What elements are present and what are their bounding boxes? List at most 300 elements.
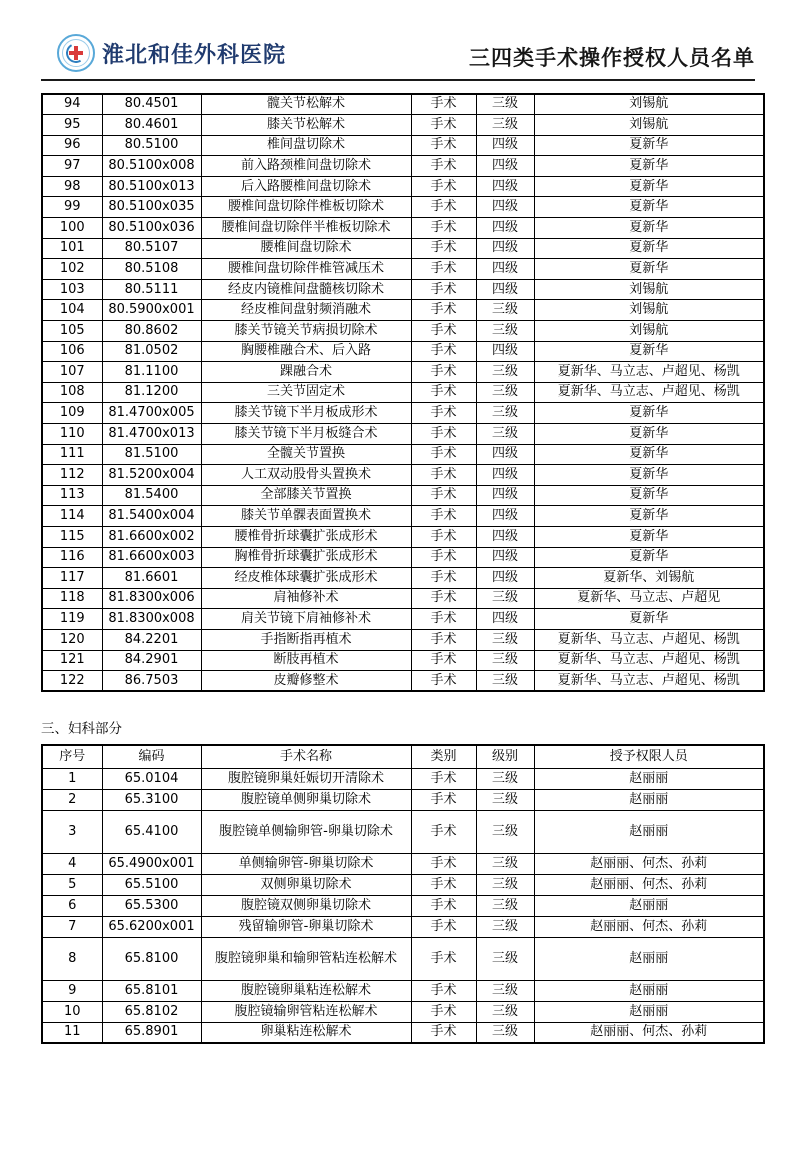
- orthopedics-row: [42, 465, 764, 486]
- procedure-name: 残留输卵管-卵巢切除术: [201, 916, 411, 937]
- row-number: 4: [42, 853, 102, 874]
- authorized-personnel: 刘锡航: [534, 279, 764, 300]
- level: 三级: [476, 1001, 534, 1022]
- column-header-code: 编码: [102, 745, 201, 768]
- procedure-code: 65.3100: [102, 789, 201, 810]
- row-number: 122: [42, 671, 102, 692]
- level: 四级: [476, 259, 534, 280]
- procedure-code: 80.5900x001: [102, 300, 201, 321]
- orthopedics-row: [42, 506, 764, 527]
- category: 手术: [411, 506, 476, 527]
- procedure-code: 81.6601: [102, 568, 201, 589]
- orthopedics-row: [42, 238, 764, 259]
- category: 手术: [411, 547, 476, 568]
- row-number: 11: [42, 1022, 102, 1043]
- column-header-personnel: 授予权限人员: [534, 745, 764, 768]
- category: 手术: [411, 115, 476, 136]
- orthopedics-row: [42, 300, 764, 321]
- orthopedics-table-wrap: [0, 93, 793, 692]
- column-header-procedure: 手术名称: [201, 745, 411, 768]
- procedure-name: 后入路腰椎间盘切除术: [201, 176, 411, 197]
- category: 手术: [411, 671, 476, 692]
- category: 手术: [411, 218, 476, 239]
- authorized-personnel: 赵丽丽: [534, 768, 764, 789]
- row-number: 94: [42, 94, 102, 115]
- procedure-name: 腹腔镜单侧输卵管-卵巢切除术: [201, 810, 411, 853]
- procedure-name: 踝融合术: [201, 362, 411, 383]
- row-number: 110: [42, 424, 102, 445]
- procedure-name: 腰椎间盘切除术: [201, 238, 411, 259]
- authorized-personnel: 夏新华: [534, 197, 764, 218]
- procedure-name: 肩袖修补术: [201, 588, 411, 609]
- category: 手术: [411, 810, 476, 853]
- orthopedics-row: [42, 176, 764, 197]
- procedure-name: 断肢再植术: [201, 650, 411, 671]
- row-number: 98: [42, 176, 102, 197]
- level: 四级: [476, 506, 534, 527]
- orthopedics-row: [42, 671, 764, 692]
- row-number: 101: [42, 238, 102, 259]
- authorized-personnel: 刘锡航: [534, 321, 764, 342]
- procedure-name: 经皮内镜椎间盘髓核切除术: [201, 279, 411, 300]
- authorized-personnel: 夏新华: [534, 341, 764, 362]
- category: 手术: [411, 197, 476, 218]
- category: 手术: [411, 485, 476, 506]
- gynecology-row: [42, 789, 764, 810]
- orthopedics-row: [42, 321, 764, 342]
- row-number: 1: [42, 768, 102, 789]
- orthopedics-row: [42, 197, 764, 218]
- procedure-code: 84.2201: [102, 629, 201, 650]
- authorized-personnel: 夏新华: [534, 609, 764, 630]
- authorized-personnel: 赵丽丽: [534, 937, 764, 980]
- category: 手术: [411, 341, 476, 362]
- procedure-code: 81.4700x013: [102, 424, 201, 445]
- level: 四级: [476, 176, 534, 197]
- procedure-name: 膝关节镜下半月板成形术: [201, 403, 411, 424]
- category: 手术: [411, 424, 476, 445]
- orthopedics-row: [42, 444, 764, 465]
- row-number: 121: [42, 650, 102, 671]
- row-number: 112: [42, 465, 102, 486]
- procedure-name: 胸腰椎融合术、后入路: [201, 341, 411, 362]
- procedure-code: 84.2901: [102, 650, 201, 671]
- level: 四级: [476, 135, 534, 156]
- procedure-name: 胸椎骨折球囊扩张成形术: [201, 547, 411, 568]
- level: 三级: [476, 671, 534, 692]
- row-number: 120: [42, 629, 102, 650]
- procedure-code: 81.5200x004: [102, 465, 201, 486]
- level: 四级: [476, 341, 534, 362]
- procedure-name: 腹腔镜卵巢粘连松解术: [201, 980, 411, 1001]
- procedure-name: 卵巢粘连松解术: [201, 1022, 411, 1043]
- gynecology-row: [42, 1001, 764, 1022]
- orthopedics-row: [42, 403, 764, 424]
- row-number: 109: [42, 403, 102, 424]
- orthopedics-row: [42, 650, 764, 671]
- procedure-code: 80.5100x008: [102, 156, 201, 177]
- row-number: 5: [42, 874, 102, 895]
- category: 手术: [411, 568, 476, 589]
- row-number: 115: [42, 526, 102, 547]
- orthopedics-row: [42, 362, 764, 383]
- procedure-name: 肩关节镜下肩袖修补术: [201, 609, 411, 630]
- level: 四级: [476, 279, 534, 300]
- procedure-code: 65.4900x001: [102, 853, 201, 874]
- gynecology-table-body: [42, 768, 764, 1043]
- row-number: 106: [42, 341, 102, 362]
- procedure-name: 三关节固定术: [201, 382, 411, 403]
- row-number: 97: [42, 156, 102, 177]
- authorized-personnel: 夏新华、马立志、卢超见、杨凯: [534, 650, 764, 671]
- orthopedics-row: [42, 526, 764, 547]
- row-number: 9: [42, 980, 102, 1001]
- row-number: 107: [42, 362, 102, 383]
- category: 手术: [411, 259, 476, 280]
- procedure-code: 81.4700x005: [102, 403, 201, 424]
- procedure-code: 80.8602: [102, 321, 201, 342]
- procedure-code: 65.8102: [102, 1001, 201, 1022]
- level: 四级: [476, 526, 534, 547]
- row-number: 103: [42, 279, 102, 300]
- procedure-name: 双侧卵巢切除术: [201, 874, 411, 895]
- authorized-personnel: 夏新华: [534, 506, 764, 527]
- level: 三级: [476, 629, 534, 650]
- category: 手术: [411, 588, 476, 609]
- procedure-code: 81.8300x008: [102, 609, 201, 630]
- row-number: 118: [42, 588, 102, 609]
- authorized-personnel: 夏新华: [534, 444, 764, 465]
- row-number: 2: [42, 789, 102, 810]
- category: 手术: [411, 238, 476, 259]
- hospital-emblem-icon: [57, 34, 95, 72]
- row-number: 7: [42, 916, 102, 937]
- procedure-code: 81.5400x004: [102, 506, 201, 527]
- orthopedics-row: [42, 135, 764, 156]
- row-number: 117: [42, 568, 102, 589]
- category: 手术: [411, 362, 476, 383]
- level: 四级: [476, 609, 534, 630]
- procedure-name: 膝关节镜关节病损切除术: [201, 321, 411, 342]
- level: 三级: [476, 895, 534, 916]
- authorized-personnel: 赵丽丽: [534, 980, 764, 1001]
- procedure-code: 80.4501: [102, 94, 201, 115]
- level: 三级: [476, 768, 534, 789]
- category: 手术: [411, 980, 476, 1001]
- procedure-code: 81.5100: [102, 444, 201, 465]
- level: 三级: [476, 362, 534, 383]
- category: 手术: [411, 650, 476, 671]
- procedure-code: 65.5300: [102, 895, 201, 916]
- level: 四级: [476, 444, 534, 465]
- procedure-name: 经皮椎间盘射频消融术: [201, 300, 411, 321]
- row-number: 10: [42, 1001, 102, 1022]
- orthopedics-table: [41, 93, 765, 692]
- level: 三级: [476, 874, 534, 895]
- category: 手术: [411, 526, 476, 547]
- authorized-personnel: 夏新华: [534, 485, 764, 506]
- level: 四级: [476, 547, 534, 568]
- category: 手术: [411, 629, 476, 650]
- category: 手术: [411, 444, 476, 465]
- procedure-name: 腰椎间盘切除伴半椎板切除术: [201, 218, 411, 239]
- gynecology-row: [42, 874, 764, 895]
- authorized-personnel: 刘锡航: [534, 115, 764, 136]
- authorized-personnel: 夏新华: [534, 403, 764, 424]
- document-page: [0, 34, 793, 1044]
- category: 手术: [411, 382, 476, 403]
- authorized-personnel: 夏新华、马立志、卢超见、杨凯: [534, 362, 764, 383]
- procedure-name: 腰椎骨折球囊扩张成形术: [201, 526, 411, 547]
- level: 四级: [476, 197, 534, 218]
- gynecology-row: [42, 768, 764, 789]
- gynecology-row: [42, 916, 764, 937]
- orthopedics-row: [42, 609, 764, 630]
- authorized-personnel: 夏新华: [534, 259, 764, 280]
- procedure-name: 膝关节单髁表面置换术: [201, 506, 411, 527]
- level: 三级: [476, 321, 534, 342]
- level: 三级: [476, 115, 534, 136]
- level: 四级: [476, 218, 534, 239]
- procedure-name: 膝关节松解术: [201, 115, 411, 136]
- procedure-name: 人工双动股骨头置换术: [201, 465, 411, 486]
- category: 手术: [411, 94, 476, 115]
- row-number: 108: [42, 382, 102, 403]
- authorized-personnel: 夏新华、马立志、卢超见、杨凯: [534, 382, 764, 403]
- row-number: 99: [42, 197, 102, 218]
- authorized-personnel: 夏新华、马立志、卢超见、杨凯: [534, 629, 764, 650]
- procedure-code: 65.8901: [102, 1022, 201, 1043]
- procedure-name: 全髋关节置换: [201, 444, 411, 465]
- page-header: [41, 34, 755, 81]
- red-cross-icon: [69, 51, 83, 55]
- orthopedics-row: [42, 156, 764, 177]
- orthopedics-row: [42, 629, 764, 650]
- level: 三级: [476, 403, 534, 424]
- category: 手术: [411, 1001, 476, 1022]
- procedure-name: 腹腔镜单侧卵巢切除术: [201, 789, 411, 810]
- level: 三级: [476, 300, 534, 321]
- gynecology-row: [42, 1022, 764, 1043]
- row-number: 113: [42, 485, 102, 506]
- level: 三级: [476, 937, 534, 980]
- orthopedics-row: [42, 279, 764, 300]
- authorized-personnel: 赵丽丽: [534, 810, 764, 853]
- procedure-code: 80.5111: [102, 279, 201, 300]
- level: 三级: [476, 853, 534, 874]
- category: 手术: [411, 916, 476, 937]
- row-number: 6: [42, 895, 102, 916]
- orthopedics-table-body: [42, 94, 764, 691]
- procedure-name: 膝关节镜下半月板缝合术: [201, 424, 411, 445]
- procedure-code: 80.5108: [102, 259, 201, 280]
- gynecology-row: [42, 810, 764, 853]
- category: 手术: [411, 300, 476, 321]
- category: 手术: [411, 156, 476, 177]
- column-header-index: 序号: [42, 745, 102, 768]
- orthopedics-row: [42, 568, 764, 589]
- procedure-code: 65.8101: [102, 980, 201, 1001]
- category: 手术: [411, 937, 476, 980]
- row-number: 105: [42, 321, 102, 342]
- column-header-level: 级别: [476, 745, 534, 768]
- orthopedics-row: [42, 341, 764, 362]
- procedure-code: 80.5107: [102, 238, 201, 259]
- orthopedics-row: [42, 547, 764, 568]
- category: 手术: [411, 321, 476, 342]
- gynecology-row: [42, 937, 764, 980]
- authorized-personnel: 赵丽丽: [534, 789, 764, 810]
- category: 手术: [411, 465, 476, 486]
- column-header-category: 类别: [411, 745, 476, 768]
- row-number: 102: [42, 259, 102, 280]
- procedure-name: 腹腔镜卵巢和输卵管粘连松解术: [201, 937, 411, 980]
- authorized-personnel: 夏新华: [534, 135, 764, 156]
- category: 手术: [411, 895, 476, 916]
- level: 三级: [476, 94, 534, 115]
- authorized-personnel: 夏新华: [534, 218, 764, 239]
- authorized-personnel: 赵丽丽: [534, 895, 764, 916]
- category: 手术: [411, 279, 476, 300]
- orthopedics-row: [42, 424, 764, 445]
- procedure-name: 单侧输卵管-卵巢切除术: [201, 853, 411, 874]
- level: 四级: [476, 465, 534, 486]
- level: 三级: [476, 789, 534, 810]
- gynecology-header-row: [42, 745, 764, 768]
- authorized-personnel: 夏新华、马立志、卢超见、杨凯: [534, 671, 764, 692]
- level: 三级: [476, 1022, 534, 1043]
- procedure-code: 80.5100x035: [102, 197, 201, 218]
- level: 三级: [476, 588, 534, 609]
- orthopedics-row: [42, 588, 764, 609]
- section-gynecology-label: 三、妇科部分: [41, 721, 122, 738]
- procedure-name: 腹腔镜输卵管粘连松解术: [201, 1001, 411, 1022]
- procedure-name: 全部膝关节置换: [201, 485, 411, 506]
- authorized-personnel: 夏新华: [534, 526, 764, 547]
- orthopedics-row: [42, 218, 764, 239]
- level: 三级: [476, 916, 534, 937]
- authorized-personnel: 刘锡航: [534, 300, 764, 321]
- procedure-code: 65.4100: [102, 810, 201, 853]
- procedure-code: 86.7503: [102, 671, 201, 692]
- orthopedics-row: [42, 259, 764, 280]
- row-number: 95: [42, 115, 102, 136]
- row-number: 3: [42, 810, 102, 853]
- procedure-code: 80.5100: [102, 135, 201, 156]
- category: 手术: [411, 135, 476, 156]
- gynecology-row: [42, 980, 764, 1001]
- hospital-brand: [57, 34, 286, 72]
- level: 三级: [476, 650, 534, 671]
- document-title: 三四类手术操作授权人员名单: [469, 45, 755, 70]
- procedure-name: 腹腔镜卵巢妊娠切开清除术: [201, 768, 411, 789]
- procedure-name: 经皮椎体球囊扩张成形术: [201, 568, 411, 589]
- row-number: 104: [42, 300, 102, 321]
- category: 手术: [411, 1022, 476, 1043]
- orthopedics-row: [42, 485, 764, 506]
- procedure-code: 81.5400: [102, 485, 201, 506]
- row-number: 116: [42, 547, 102, 568]
- level: 四级: [476, 485, 534, 506]
- procedure-code: 81.8300x006: [102, 588, 201, 609]
- row-number: 8: [42, 937, 102, 980]
- row-number: 119: [42, 609, 102, 630]
- gynecology-row: [42, 895, 764, 916]
- procedure-code: 80.5100x036: [102, 218, 201, 239]
- level: 三级: [476, 810, 534, 853]
- procedure-name: 腰椎间盘切除伴椎管减压术: [201, 259, 411, 280]
- category: 手术: [411, 874, 476, 895]
- procedure-code: 65.0104: [102, 768, 201, 789]
- authorized-personnel: 夏新华、马立志、卢超见: [534, 588, 764, 609]
- procedure-code: 81.0502: [102, 341, 201, 362]
- category: 手术: [411, 609, 476, 630]
- category: 手术: [411, 768, 476, 789]
- row-number: 96: [42, 135, 102, 156]
- authorized-personnel: 赵丽丽、何杰、孙莉: [534, 1022, 764, 1043]
- level: 三级: [476, 424, 534, 445]
- authorized-personnel: 赵丽丽、何杰、孙莉: [534, 874, 764, 895]
- gynecology-table: [41, 744, 765, 1044]
- authorized-personnel: 夏新华: [534, 176, 764, 197]
- orthopedics-row: [42, 382, 764, 403]
- authorized-personnel: 赵丽丽、何杰、孙莉: [534, 916, 764, 937]
- row-number: 114: [42, 506, 102, 527]
- procedure-name: 前入路颈椎间盘切除术: [201, 156, 411, 177]
- row-number: 111: [42, 444, 102, 465]
- procedure-code: 80.5100x013: [102, 176, 201, 197]
- orthopedics-row: [42, 115, 764, 136]
- level: 三级: [476, 382, 534, 403]
- authorized-personnel: 夏新华: [534, 156, 764, 177]
- procedure-code: 81.6600x002: [102, 526, 201, 547]
- hospital-name: 淮北和佳外科医院: [102, 41, 287, 68]
- procedure-name: 椎间盘切除术: [201, 135, 411, 156]
- level: 三级: [476, 980, 534, 1001]
- authorized-personnel: 夏新华: [534, 238, 764, 259]
- procedure-name: 腰椎间盘切除伴椎板切除术: [201, 197, 411, 218]
- category: 手术: [411, 853, 476, 874]
- gynecology-row: [42, 853, 764, 874]
- level: 四级: [476, 568, 534, 589]
- procedure-name: 髋关节松解术: [201, 94, 411, 115]
- authorized-personnel: 夏新华: [534, 424, 764, 445]
- procedure-name: 皮瓣修整术: [201, 671, 411, 692]
- authorized-personnel: 夏新华: [534, 465, 764, 486]
- level: 四级: [476, 156, 534, 177]
- procedure-name: 腹腔镜双侧卵巢切除术: [201, 895, 411, 916]
- procedure-code: 80.4601: [102, 115, 201, 136]
- procedure-name: 手指断指再植术: [201, 629, 411, 650]
- row-number: 100: [42, 218, 102, 239]
- procedure-code: 81.1100: [102, 362, 201, 383]
- level: 四级: [476, 238, 534, 259]
- authorized-personnel: 赵丽丽、何杰、孙莉: [534, 853, 764, 874]
- authorized-personnel: 赵丽丽: [534, 1001, 764, 1022]
- orthopedics-row: [42, 94, 764, 115]
- authorized-personnel: 夏新华、刘锡航: [534, 568, 764, 589]
- authorized-personnel: 夏新华: [534, 547, 764, 568]
- category: 手术: [411, 176, 476, 197]
- procedure-code: 65.6200x001: [102, 916, 201, 937]
- authorized-personnel: 刘锡航: [534, 94, 764, 115]
- procedure-code: 65.8100: [102, 937, 201, 980]
- category: 手术: [411, 403, 476, 424]
- category: 手术: [411, 789, 476, 810]
- procedure-code: 81.1200: [102, 382, 201, 403]
- procedure-code: 65.5100: [102, 874, 201, 895]
- procedure-code: 81.6600x003: [102, 547, 201, 568]
